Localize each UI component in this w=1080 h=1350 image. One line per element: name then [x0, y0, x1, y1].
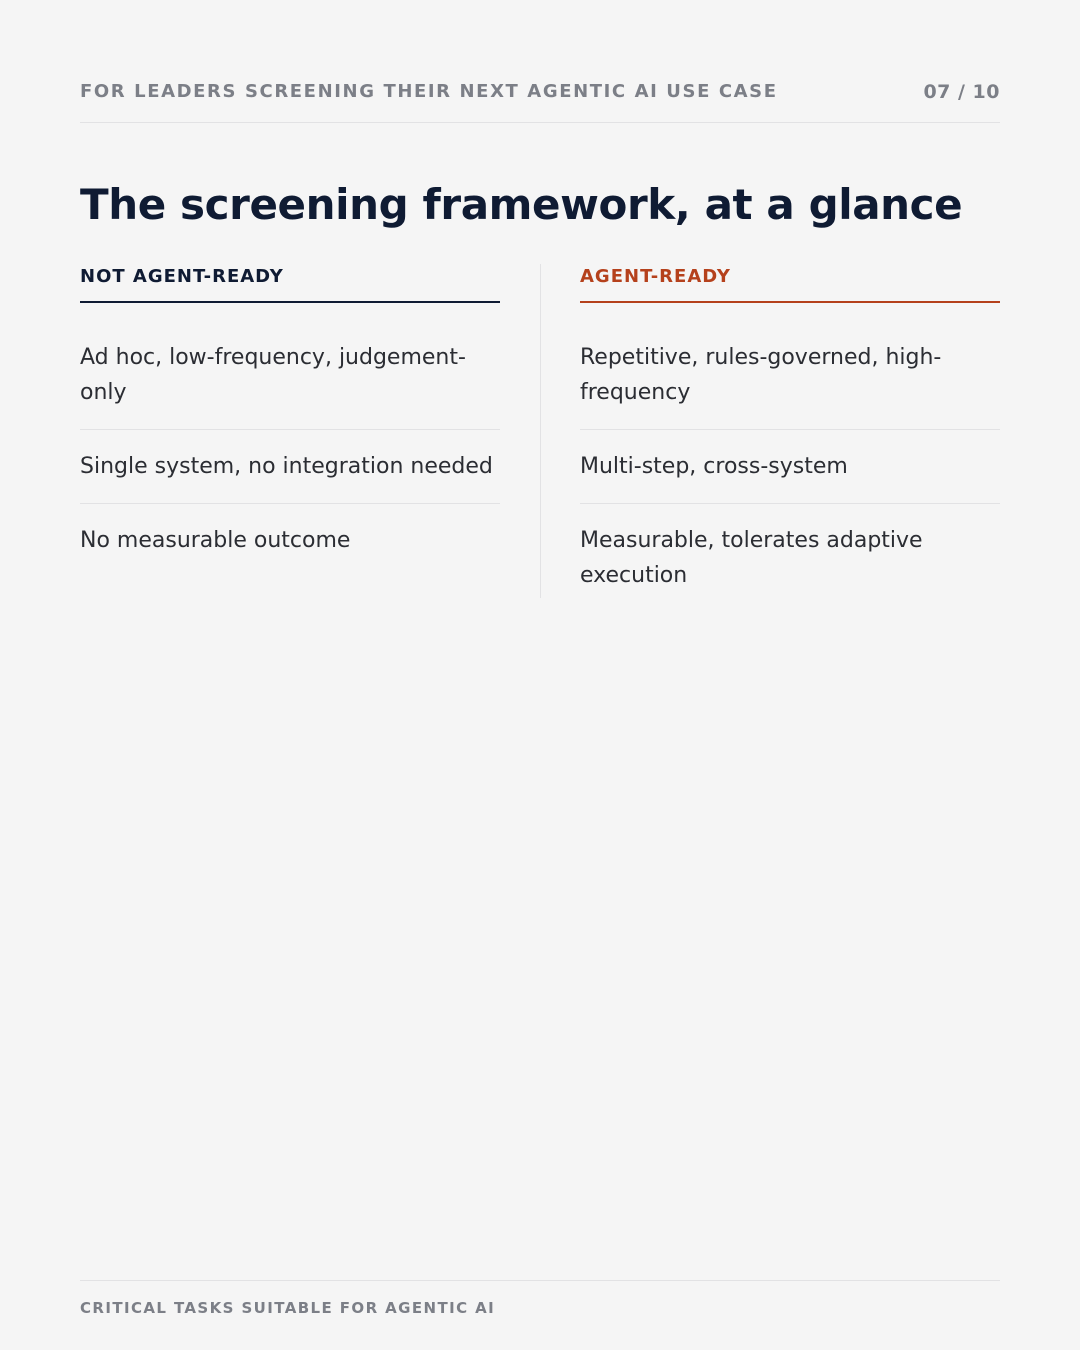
- page-title: The screening framework, at a glance: [80, 180, 963, 229]
- agent-ready-column: [580, 264, 1000, 612]
- not-agent-ready-column: [80, 264, 500, 577]
- agent-ready-heading: AGENT-READY: [580, 264, 1000, 303]
- list-item: Repetitive, rules-governed, high-frequency: [580, 303, 1000, 430]
- eyebrow-text: FOR LEADERS SCREENING THEIR NEXT AGENTIC AI USE CASE: [80, 81, 778, 102]
- list-item: Multi-step, cross-system: [580, 430, 1000, 504]
- list-item: No measurable outcome: [80, 528, 351, 553]
- list-item: Ad hoc, low-frequency, judgement-only: [80, 303, 500, 430]
- footer-label: CRITICAL TASKS SUITABLE FOR AGENTIC AI: [80, 1299, 496, 1317]
- page-header: [80, 78, 1000, 123]
- column-divider: [540, 264, 541, 598]
- not-agent-ready-heading: NOT AGENT-READY: [80, 264, 500, 303]
- not-agent-ready-list: [80, 303, 500, 577]
- list-item: Single system, no integration needed: [80, 430, 500, 504]
- page-footer: [80, 1280, 1000, 1318]
- list-item: Measurable, tolerates adaptive execution: [580, 528, 923, 588]
- page-indicator: 07 / 10: [923, 81, 1000, 103]
- comparison-columns: [80, 264, 1000, 598]
- agent-ready-list: [580, 303, 1000, 612]
